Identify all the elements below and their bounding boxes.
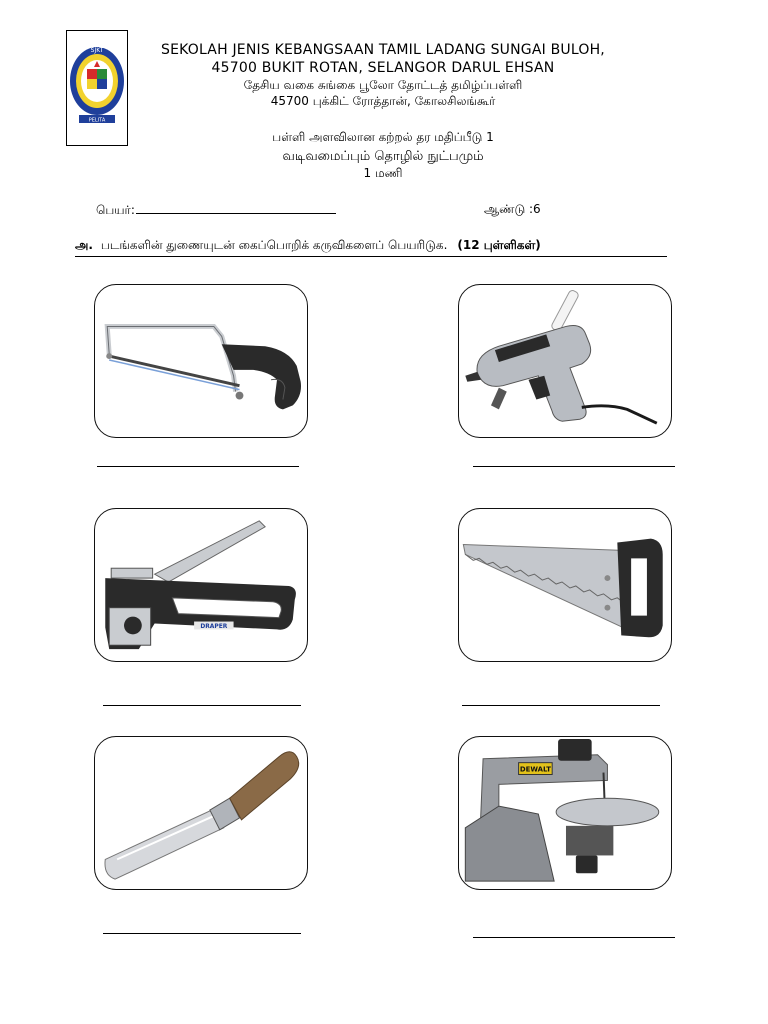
scroll-saw-table [556,798,659,826]
logo-top-text: SJKT [90,47,104,54]
school-name-malay: SEKOLAH JENIS KEBANGSAAN TAMIL LADANG SUNGAI BULOH, [161,42,605,58]
year-label: ஆண்டு :6 [484,202,541,216]
hacksaw-blade [109,356,239,386]
name-field [96,202,336,219]
school-name-tamil: தேசிய வகை சுங்கை பூலோ தோட்டத் தமிழ்ப்பள்ளி [243,78,523,92]
hand-saw-handle [617,539,662,638]
question-heading [75,238,667,257]
hand-saw-icon [459,509,671,661]
staple-gun-top-plate [111,568,152,578]
exam-title: பள்ளி அளவிலான கற்றல் தர மதிப்பீடு 1 [272,130,494,144]
crest-yellow-quarter [87,79,97,89]
answer-line-5[interactable] [103,933,301,934]
hand-saw-rivet-1 [604,575,610,581]
staple-gun-lever [155,521,266,582]
scroll-saw-brand: DEWALT [519,765,551,774]
subject-title: வடிவமைப்பும் தொழில் நுட்பமும் [282,149,484,164]
scroll-saw-lower-housing [566,826,613,856]
scroll-saw-icon [459,737,671,889]
scroll-saw-switch-box [576,855,598,873]
hacksaw-icon [95,285,307,437]
glue-gun-stand [491,388,507,410]
staple-gun-brand: DRAPER [200,623,228,630]
picture-hacksaw [94,284,308,438]
answer-line-3[interactable] [103,705,301,706]
question-marks: (12 புள்ளிகள்) [457,238,541,252]
picture-scroll-saw [458,736,672,890]
hacksaw-blade-edge [109,360,239,390]
hand-saw-blade [463,545,627,630]
name-answer-line[interactable] [136,202,336,214]
hand-saw-rivet-2 [604,605,610,611]
answer-line-4[interactable] [462,705,660,706]
school-address-malay: 45700 BUKIT ROTAN, SELANGOR DARUL EHSAN [211,60,555,76]
logo-bottom-text: PELITA [88,117,106,124]
answer-line-1[interactable] [97,466,299,467]
hacksaw-tension-nut [236,392,244,400]
exam-duration: 1 மணி [363,166,403,180]
glue-gun-cable [582,406,657,423]
glue-gun-icon [459,285,671,437]
answer-line-2[interactable] [473,466,675,467]
school-logo [66,30,128,146]
wood-chisel-icon [95,737,307,889]
picture-hand-saw [458,508,672,662]
picture-glue-gun [458,284,672,438]
staple-gun-icon [95,509,307,661]
school-crest-icon [67,31,127,145]
name-label: பெயர்: [96,203,135,217]
scroll-saw-motor-head [558,739,592,761]
answer-line-6[interactable] [473,937,675,938]
hacksaw-front-pin [106,353,112,359]
crest-green-quarter [97,69,107,79]
staple-gun-adjust-knob [124,617,142,635]
crest-red-quarter [87,69,97,79]
picture-staple-gun [94,508,308,662]
question-label: அ. [75,238,93,252]
school-address-tamil: 45700 புக்கிட் ரோத்தான், கோலசிலங்கூர் [270,94,496,108]
scroll-saw-base [465,806,554,881]
question-text: படங்களின் துணையுடன் கைப்பொறிக் கருவிகளைப் பெயரிடுக. [100,238,448,252]
crest-blue-quarter [97,79,107,89]
picture-wood-chisel [94,736,308,890]
chisel-handle [230,752,299,820]
